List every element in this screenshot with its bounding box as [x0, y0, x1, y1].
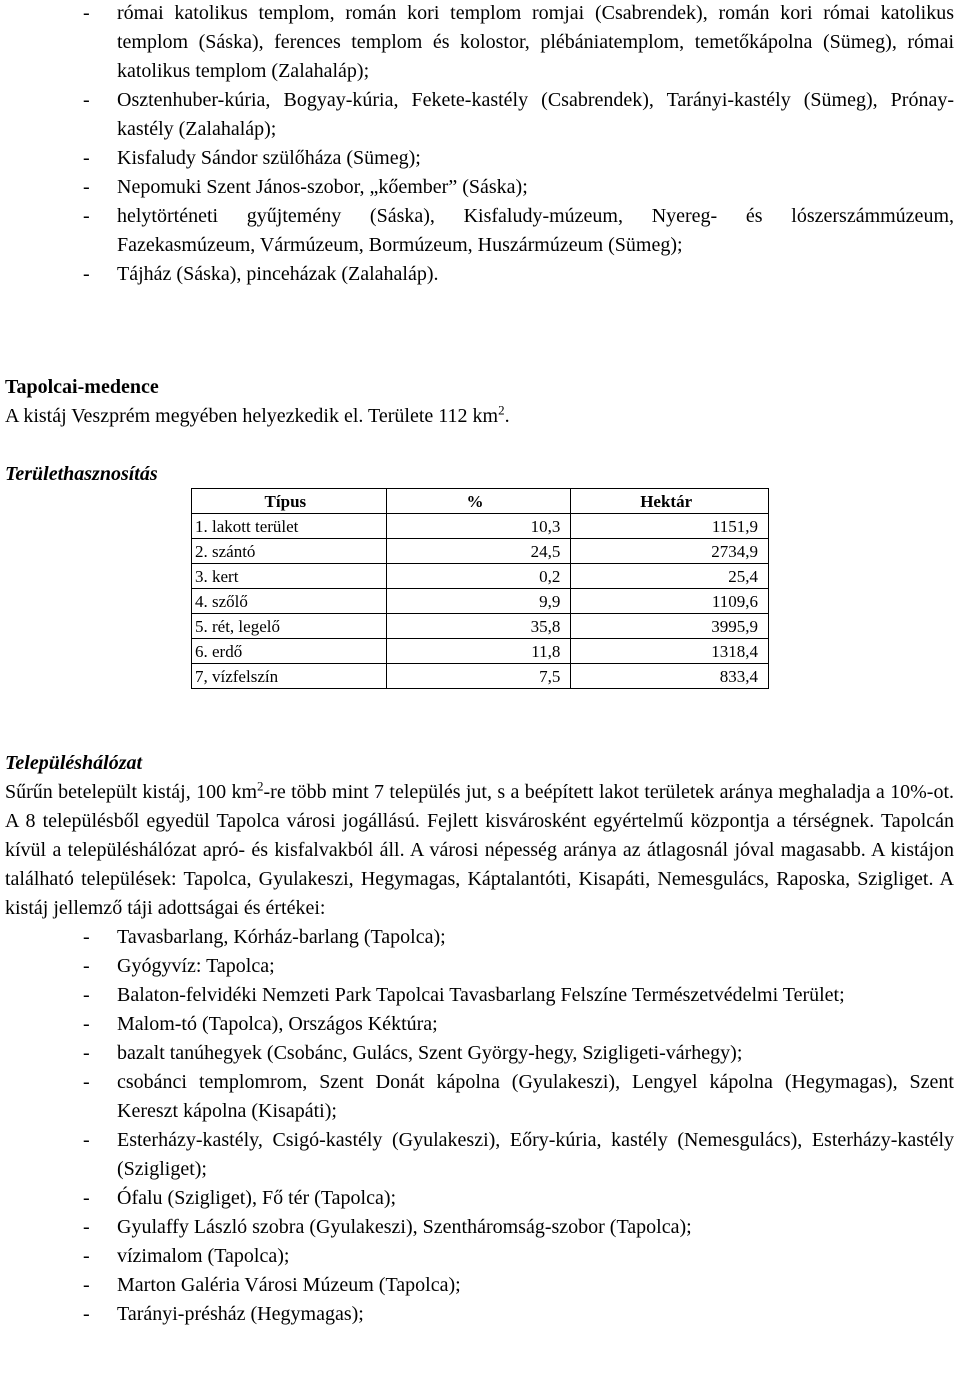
settlement-section	[0, 749, 960, 1329]
list-item: - Gyulaffy László szobra (Gyulakeszi), Szentháromság-szobor (Tapolca);	[0, 1213, 960, 1242]
list-dash: -	[83, 1303, 90, 1325]
list-dash: -	[83, 1042, 90, 1064]
list-dash: -	[83, 1187, 90, 1209]
attractions-list-top	[0, 0, 960, 289]
list-dash: -	[83, 205, 90, 227]
list-item: - Nepomuki Szent János-szobor, „kőember” (Sáska);	[0, 173, 960, 202]
settlement-paragraph: Sűrűn betelepült kistáj, 100 $km^2-re$ több mint 7 település jut, s a beépített lakot területek aránya meghaladja a 10%-ot. A 8 településből egyedül Tapolca városi jogállású. Fejlett kisvárosként egyértelmű központja a térségnek. Tapolcán kívül a településhálózat apró- és kisfalvakból áll. A városi népesség aránya az átlagosnál jóval magasabb. A kistájon található települések: Tapolca, Gyulakeszi, Hegymagas, Káptalantóti, Kisapáti, Nemesgulács, Raposka, Szigliget. A kistáj jellemző táji adottságai és értékei:	[5, 778, 955, 919]
table-row: 1. lakott terület 10,3 1151,9	[192, 514, 769, 539]
list-item: - Malom-tó (Tapolca), Országos Kéktúra;	[0, 1010, 960, 1039]
list-item: - Tavasbarlang, Kórház-barlang (Tapolca);	[0, 923, 960, 952]
attractions-list-bottom	[0, 923, 960, 1329]
list-dash: -	[83, 984, 90, 1006]
land-use-table	[191, 488, 769, 689]
list-item: - bazalt tanúhegyek (Csobánc, Gulács, Szent György-hegy, Szigligeti-várhegy);	[0, 1039, 960, 1068]
section-title: Településhálózat	[5, 752, 143, 774]
table-row: 6. erdő 11,8 1318,4	[192, 639, 769, 664]
list-item: - Gyógyvíz: Tapolca;	[0, 952, 960, 981]
list-dash: -	[83, 147, 90, 169]
list-item: - Kisfaludy Sándor szülőháza (Sümeg);	[0, 144, 960, 173]
land-use-title: Területhasznosítás	[5, 463, 158, 485]
table-header-row	[192, 489, 769, 514]
list-item: - csobánci templomrom, Szent Donát kápolna (Gyulakeszi), Lengyel kápolna (Hegymagas), Szent Kereszt kápolna (Kisapáti);	[0, 1068, 960, 1126]
section-title: Tapolcai-medence	[5, 376, 159, 398]
list-dash: -	[83, 1216, 90, 1238]
list-item: - Osztenhuber-kúria, Bogyay-kúria, Fekete-kastély (Csabrendek), Tarányi-kastély (Sümeg), Prónay-kastély (Zalahaláp);	[0, 86, 960, 144]
column-header: %	[386, 489, 571, 514]
list-dash: -	[83, 955, 90, 977]
table-row: 7, vízfelszín 7,5 833,4	[192, 664, 769, 689]
list-item: - helytörténeti gyűjtemény (Sáska), Kisfaludy-múzeum, Nyereg- és lószerszámmúzeum, Fazekasmúzeum, Vármúzeum, Bormúzeum, Huszármúzeum (Sümeg);	[0, 202, 960, 260]
list-dash: -	[83, 176, 90, 198]
list-item: - Esterházy-kastély, Csigó-kastély (Gyulakeszi), Eőry-kúria, kastély (Nemesgulács), Esterházy-kastély (Szigliget);	[0, 1126, 960, 1184]
column-header: Hektár	[571, 489, 769, 514]
list-item: - Tarányi-présház (Hegymagas);	[0, 1300, 960, 1329]
table-row: 5. rét, legelő 35,8 3995,9	[192, 614, 769, 639]
list-dash: -	[83, 1129, 90, 1151]
list-item: - vízimalom (Tapolca);	[0, 1242, 960, 1271]
table-row: 2. szántó 24,5 2734,9	[192, 539, 769, 564]
section-intro: A kistáj Veszprém megyében helyezkedik el. Területe 112 $km^2$.	[5, 402, 510, 427]
tapolca-section	[0, 373, 960, 431]
table-row: 4. szőlő 9,9 1109,6	[192, 589, 769, 614]
list-item: - Ófalu (Szigliget), Fő tér (Tapolca);	[0, 1184, 960, 1213]
list-dash: -	[83, 263, 90, 285]
list-dash: -	[83, 1071, 90, 1093]
list-item: - római katolikus templom, román kori templom romjai (Csabrendek), román kori római katolikus templom (Sáska), ferences templom és kolostor, plébániatemplom, temetőkápolna (Sümeg), római katolikus templom (Zalahaláp);	[0, 0, 960, 86]
list-dash: -	[83, 2, 90, 24]
list-item: - Tájház (Sáska), pinceházak (Zalahaláp).	[0, 260, 960, 289]
list-dash: -	[83, 1245, 90, 1267]
column-header: Típus	[192, 489, 387, 514]
list-item: - Marton Galéria Városi Múzeum (Tapolca);	[0, 1271, 960, 1300]
list-dash: -	[83, 926, 90, 948]
list-dash: -	[83, 1013, 90, 1035]
list-dash: -	[83, 89, 90, 111]
list-item: - Balaton-felvidéki Nemzeti Park Tapolcai Tavasbarlang Felszíne Természetvédelmi Terület;	[0, 981, 960, 1010]
list-dash: -	[83, 1274, 90, 1296]
table-row: 3. kert 0,2 25,4	[192, 564, 769, 589]
